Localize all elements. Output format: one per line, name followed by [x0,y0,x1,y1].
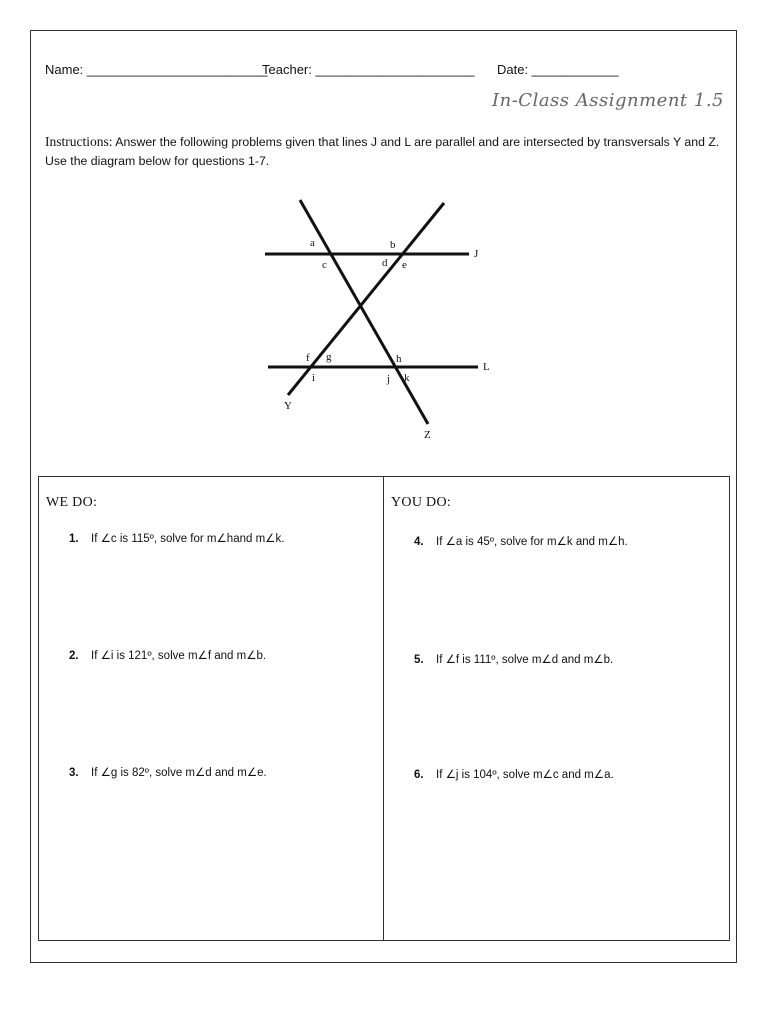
question-2 [69,648,266,662]
instructions-label: Instructions: [45,134,113,149]
question-text: If ∠f is 111º, solve m∠d and m∠b. [436,654,614,666]
question-5 [414,652,613,666]
name-field: Name: _________________________ [45,62,268,77]
assignment-title: In-Class Assignment 1.5 [492,90,724,111]
question-number: 2. [69,650,79,662]
label-g: g [326,351,332,363]
label-line-z: Z [424,429,431,441]
label-f: f [306,352,310,364]
label-line-y: Y [284,400,292,412]
question-number: 6. [414,769,424,781]
label-k: k [404,372,410,384]
instructions [45,132,725,171]
label-e: e [402,259,407,271]
question-number: 5. [414,654,424,666]
question-3 [69,765,267,779]
we-do-column [39,477,384,940]
question-6 [414,767,614,781]
question-text: If ∠i is 121º, solve m∠f and m∠b. [91,650,267,662]
label-c: c [322,259,327,271]
label-h: h [396,353,402,365]
date-field: Date: ____________ [497,62,619,77]
header-row [45,62,725,80]
label-line-j: J [474,248,479,260]
label-d: d [382,257,388,269]
instructions-text: Answer the following problems given that lines J and L are parallel and are intersected by transversals Y and Z. Use the diagram below for questions 1-7. [45,135,720,168]
question-text: If ∠c is 115º, solve for m∠hand m∠k. [91,533,285,545]
question-number: 3. [69,767,79,779]
question-text: If ∠j is 104º, solve m∠c and m∠a. [436,769,614,781]
you-do-heading: YOU DO: [391,495,452,510]
label-b: b [390,239,396,251]
question-number: 1. [69,533,79,545]
transversal-z [300,200,428,424]
question-1 [69,531,284,545]
you-do-column [384,477,729,940]
question-text: If ∠g is 82º, solve m∠d and m∠e. [91,767,267,779]
we-do-heading: WE DO: [46,495,98,510]
question-text: If ∠a is 45º, solve for m∠k and m∠h. [436,536,628,548]
label-line-l: L [483,361,490,373]
questions-box [38,476,730,941]
question-number: 4. [414,536,424,548]
teacher-field: Teacher: ______________________ [262,62,475,77]
label-i: i [312,372,316,384]
question-4 [414,534,628,548]
label-a: a [310,237,315,249]
parallel-lines-diagram [250,190,510,450]
label-j: j [387,373,391,385]
